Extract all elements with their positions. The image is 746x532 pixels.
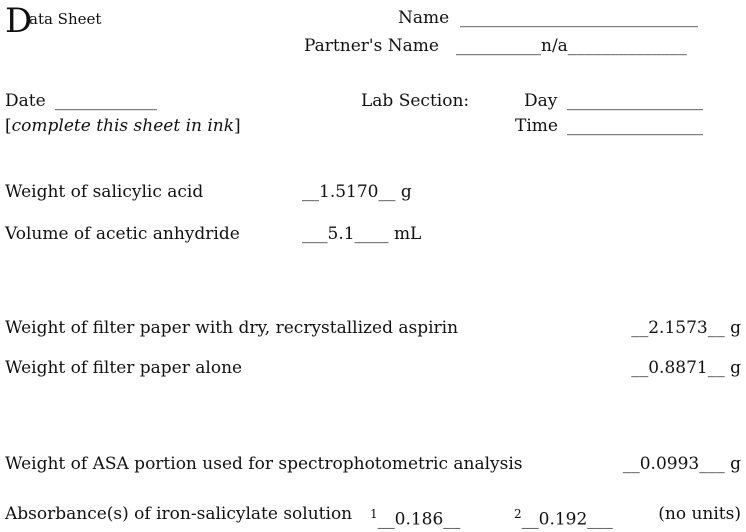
date-field[interactable]: ____________ (55, 91, 157, 111)
salicylic-acid-label: Weight of salicylic acid (5, 182, 204, 202)
asa-portion-label: Weight of ASA portion used for spectrophotometric analysis (5, 454, 523, 474)
absorbance-units: (no units) (658, 504, 741, 524)
partner-name-field[interactable]: __________n/a______________ (456, 36, 687, 56)
filter-paper-alone-label: Weight of filter paper alone (5, 358, 243, 378)
absorbance-1[interactable] (370, 504, 460, 530)
acetic-anhydride-label: Volume of acetic anhydride (5, 224, 240, 244)
salicylic-acid-value[interactable]: __1.5170__ g (302, 182, 412, 202)
asa-portion-value[interactable]: __0.0993___ g (622, 454, 741, 474)
page-title: ata Sheet (29, 10, 102, 28)
absorbance-1-marker: 1 (370, 507, 378, 521)
filter-paper-with-aspirin-value[interactable]: __2.1573__ g (631, 318, 741, 338)
lab-section-label: Lab Section: (361, 91, 470, 111)
day-label: Day (524, 91, 558, 111)
name-label: Name (398, 8, 450, 28)
ink-bracket-open: [ (5, 116, 12, 136)
date-label: Date (5, 91, 46, 111)
name-field[interactable]: ____________________________ (460, 8, 698, 28)
absorbance-2-value: __0.192___ (521, 509, 613, 530)
absorbance-1-value: __0.186__ (377, 509, 461, 530)
absorbance-2[interactable] (514, 504, 613, 530)
time-label: Time (515, 116, 558, 136)
filter-paper-alone-value[interactable]: __0.8871__ g (631, 358, 741, 378)
ink-instruction (5, 116, 241, 136)
absorbance-2-marker: 2 (514, 507, 522, 521)
partner-name-label: Partner's Name (304, 36, 439, 56)
filter-paper-with-aspirin-label: Weight of filter paper with dry, recrystallized aspirin (5, 318, 459, 338)
ink-note-text: complete this sheet in ink (11, 116, 235, 136)
acetic-anhydride-value[interactable]: ___5.1____ mL (302, 224, 422, 244)
absorbance-label: Absorbance(s) of iron-salicylate solution (5, 504, 353, 524)
time-field[interactable]: ________________ (567, 116, 703, 136)
ink-bracket-close: ] (234, 116, 241, 136)
day-field[interactable]: ________________ (567, 91, 703, 111)
title-initial: D (5, 1, 33, 41)
